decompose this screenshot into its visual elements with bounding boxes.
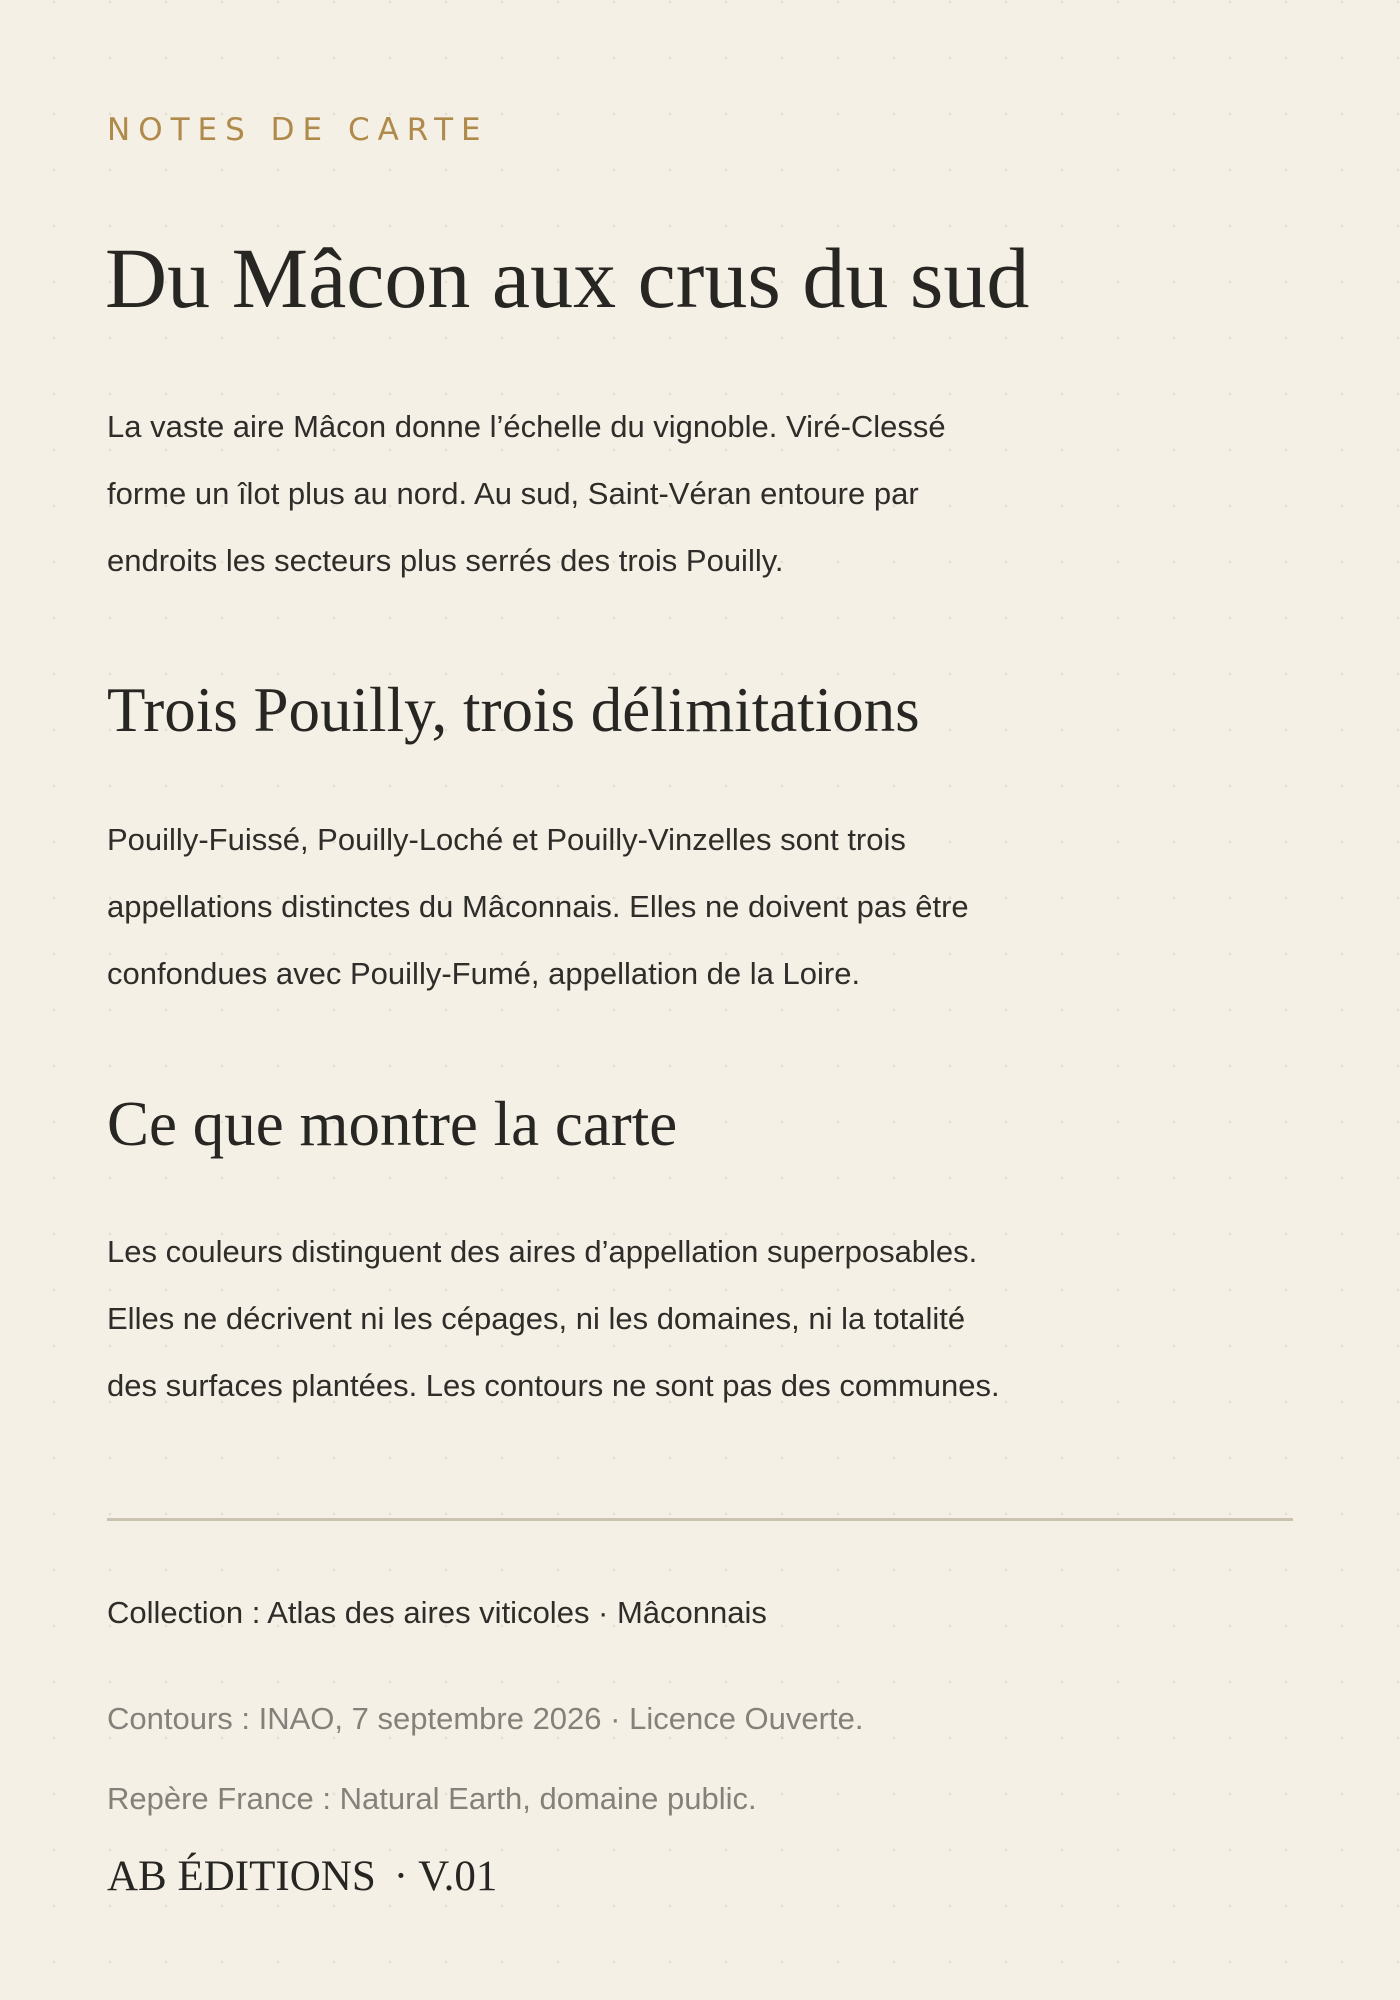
version-label: V.01 — [418, 1853, 498, 1900]
paragraph-line: Pouilly-Fuissé, Pouilly-Loché et Pouilly-Vinzelles sont trois — [107, 822, 906, 857]
collection-line: Collection : Atlas des aires viticoles · Mâconnais — [107, 1595, 767, 1630]
brand-separator: · — [393, 1853, 409, 1900]
credit-repere: Repère France : Natural Earth, domaine public. — [107, 1781, 757, 1816]
paragraph-line: La vaste aire Mâcon donne l’échelle du vignoble. Viré-Clessé — [107, 409, 946, 444]
paragraph-line: confondues avec Pouilly-Fumé, appellation de la Loire. — [107, 956, 861, 991]
section-heading-carte: Ce que montre la carte — [107, 1089, 678, 1159]
page-title: Du Mâcon aux crus du sud — [105, 230, 1030, 326]
section-paragraph-pouilly — [107, 806, 1167, 1007]
intro-paragraph — [107, 393, 1167, 594]
publisher-brand — [107, 1852, 497, 1901]
paragraph-line: appellations distinctes du Mâconnais. Elles ne doivent pas être — [107, 889, 969, 924]
credit-contours: Contours : INAO, 7 septembre 2026 · Licence Ouverte. — [107, 1701, 864, 1736]
paragraph-line: Les couleurs distinguent des aires d’appellation superposables. — [107, 1234, 978, 1269]
section-paragraph-carte — [107, 1218, 1167, 1419]
paragraph-line: Elles ne décrivent ni les cépages, ni les domaines, ni la totalité — [107, 1301, 966, 1336]
section-heading-pouilly: Trois Pouilly, trois délimitations — [107, 675, 920, 745]
section-kicker: NOTES DE CARTE — [107, 112, 489, 148]
paragraph-line: endroits les secteurs plus serrés des trois Pouilly. — [107, 543, 784, 578]
paragraph-line: forme un îlot plus au nord. Au sud, Saint-Véran entoure par — [107, 476, 919, 511]
paragraph-line: des surfaces plantées. Les contours ne sont pas des communes. — [107, 1368, 1000, 1403]
footer-divider — [107, 1518, 1293, 1521]
brand-name: AB ÉDITIONS — [107, 1853, 376, 1900]
